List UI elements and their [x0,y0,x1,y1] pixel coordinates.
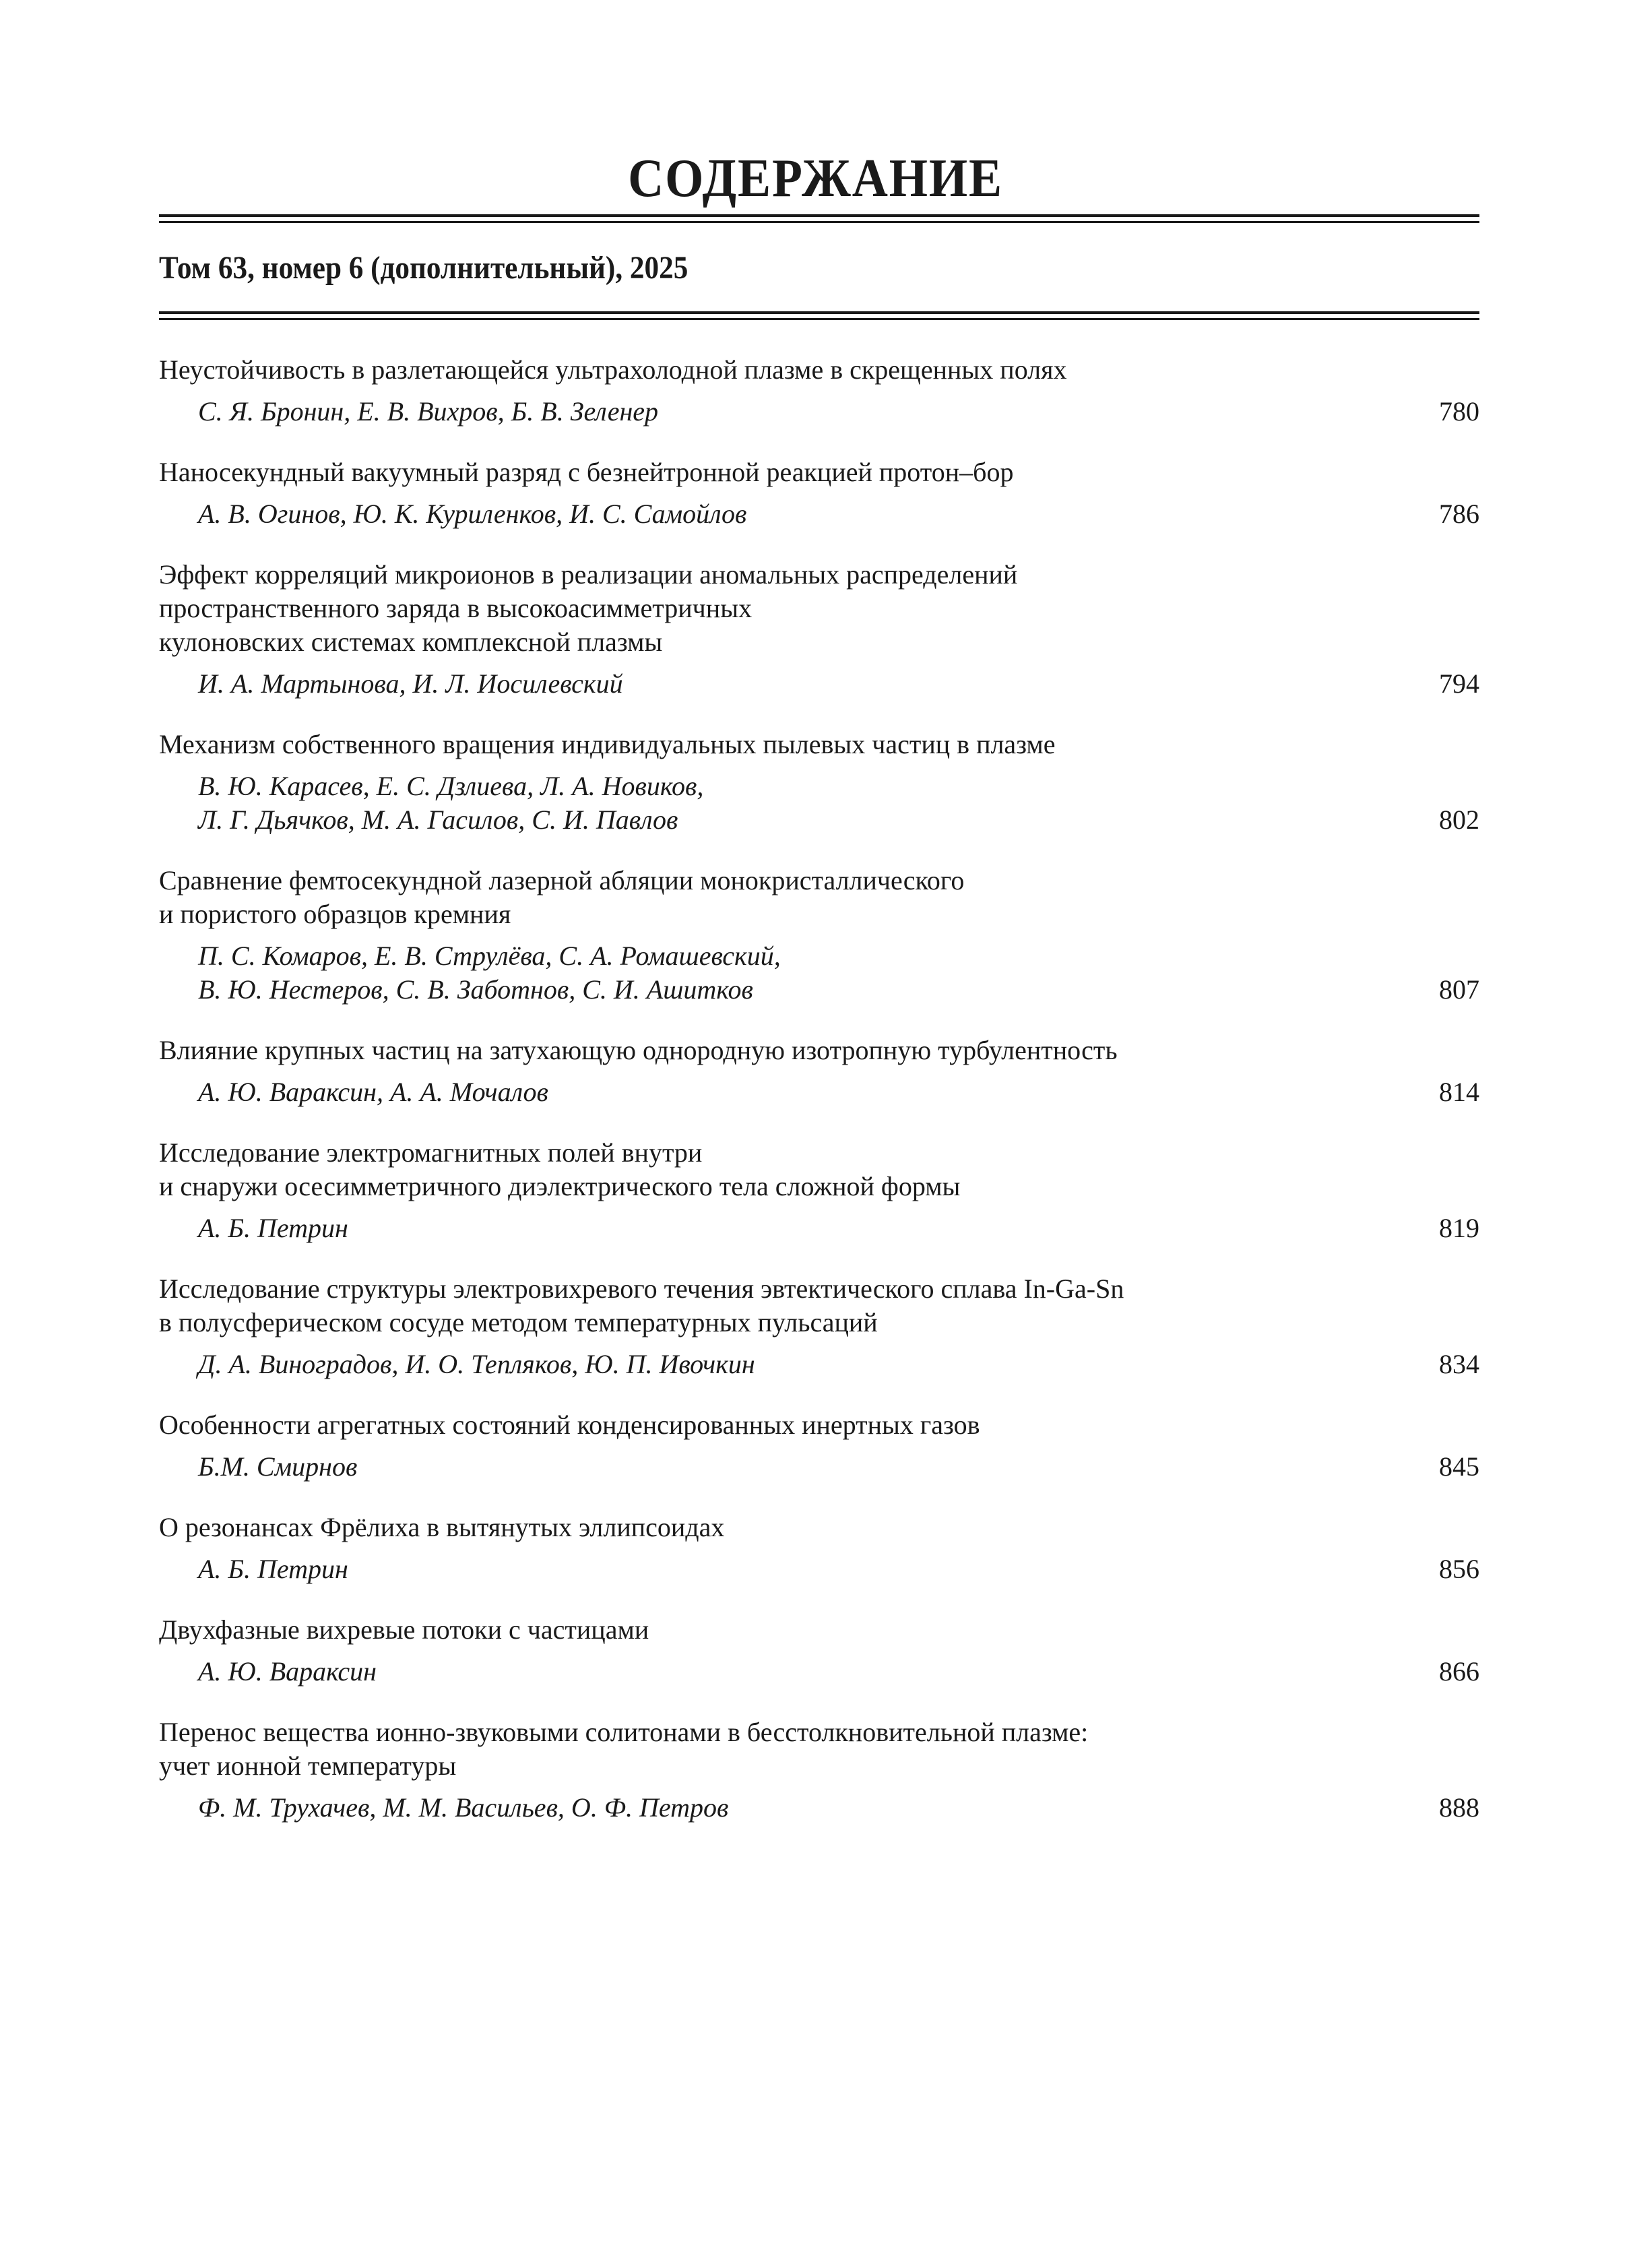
page-number: 866 [1439,1656,1479,1687]
article-authors-line: В. Ю. Карасев, Е. С. Дзлиева, Л. А. Новиков, [198,771,704,801]
authors-row [159,1348,1479,1381]
article-title-line: Сравнение фемтосекундной лазерной абляции монокристаллического [159,865,965,895]
article-authors-line: Б.М. Смирнов [198,1451,358,1482]
article-title-line: О резонансах Фрёлиха в вытянутых эллипсоидах [159,1512,725,1542]
article-title-line: Эффект корреляций микроионов в реализации аномальных распределений [159,559,1018,590]
article-title-line: Механизм собственного вращения индивидуальных пылевых частиц в плазме [159,729,1056,759]
page-number: 802 [1439,805,1479,835]
article-authors-line: И. А. Мартынова, И. Л. Иосилевский [198,668,623,699]
toc-entry[interactable] [159,455,1479,531]
article-title-line: пространственного заряда в высокоасимметричных [159,593,753,623]
toc-entry[interactable] [159,1136,1479,1245]
article-title-line: Исследование структуры электровихревого течения эвтектического сплава In-Ga-Sn [159,1273,1124,1304]
issue-info: Том 63, номер 6 (дополнительный), 2025 [159,250,689,286]
toc-entry[interactable] [159,353,1479,429]
article-authors [198,1075,1479,1109]
article-authors [198,497,1479,531]
page-number: 845 [1439,1451,1479,1482]
toc-entry[interactable] [159,1034,1479,1109]
article-authors [198,939,1479,1007]
article-title-line: Неустойчивость в разлетающейся ультрахолодной плазме в скрещенных полях [159,354,1067,385]
authors-row [159,1075,1479,1109]
article-title-line: Влияние крупных частиц на затухающую однородную изотропную турбулентность [159,1035,1118,1065]
article-authors-line: Л. Г. Дьячков, М. А. Гасилов, С. И. Павлов [198,805,678,835]
article-title-line: Особенности агрегатных состояний конденсированных инертных газов [159,1410,980,1440]
toc-entry[interactable] [159,1408,1479,1484]
article-authors [198,667,1479,701]
authors-row [159,1211,1479,1245]
article-title-line: Исследование электромагнитных полей внутри [159,1137,703,1168]
authors-row [159,1791,1479,1825]
article-title [159,1272,1479,1340]
authors-row [159,1450,1479,1484]
page-number: 780 [1439,396,1479,427]
article-title [159,1613,1479,1647]
toc-entry[interactable] [159,864,1479,1007]
article-title-line: Перенос вещества ионно-звуковыми солитонами в бесстолкновительной плазме: [159,1717,1089,1747]
rule-line [159,221,1479,223]
page-number: 834 [1439,1349,1479,1379]
article-authors [198,769,1479,837]
toc-entry[interactable] [159,558,1479,701]
authors-row [159,1552,1479,1586]
article-title [159,1715,1479,1783]
authors-row [159,769,1479,837]
page-number: 786 [1439,499,1479,529]
toc-entry[interactable] [159,1613,1479,1689]
article-authors-line: В. Ю. Нестеров, С. В. Заботнов, С. И. Ашитков [198,974,753,1005]
article-title-line: и пористого образцов кремния [159,899,511,929]
article-title [159,1511,1479,1544]
page-number: 807 [1439,974,1479,1005]
page-number: 794 [1439,668,1479,699]
article-authors [198,1211,1479,1245]
authors-row [159,667,1479,701]
toc-entry[interactable] [159,1272,1479,1381]
article-authors-line: П. С. Комаров, Е. В. Струлёва, С. А. Ромашевский, [198,941,781,971]
article-authors [198,1552,1479,1586]
authors-row [159,497,1479,531]
article-title-line: в полусферическом сосуде методом температурных пульсаций [159,1307,878,1337]
article-title [159,728,1479,761]
toc-entry[interactable] [159,728,1479,837]
rule-line [159,318,1479,320]
article-authors-line: А. Б. Петрин [198,1554,348,1584]
page-number: 888 [1439,1792,1479,1823]
authors-row [159,939,1479,1007]
toc-entry[interactable] [159,1715,1479,1825]
article-title [159,353,1479,387]
article-authors-line: Ф. М. Трухачев, М. М. Васильев, О. Ф. Петров [198,1792,729,1823]
article-authors-line: А. Ю. Вараксин [198,1656,377,1687]
article-title [159,1136,1479,1203]
rule-line [159,214,1479,217]
article-authors [198,1450,1479,1484]
article-title [159,1408,1479,1442]
article-title-line: Двухфазные вихревые потоки с частицами [159,1614,649,1645]
page-title: СОДЕРЖАНИЕ [628,149,1003,208]
authors-row [159,1655,1479,1689]
authors-row [159,395,1479,429]
page-number: 819 [1439,1213,1479,1243]
bottom-double-rule [159,311,1479,319]
article-authors [198,1348,1479,1381]
article-title [159,864,1479,931]
rule-line [159,311,1479,314]
article-title-line: Наносекундный вакуумный разряд с безнейтронной реакцией протон–бор [159,457,1014,487]
article-title-line: учет ионной температуры [159,1751,457,1781]
article-title-line: кулоновских системах комплексной плазмы [159,627,663,657]
top-double-rule [159,214,1479,222]
article-title [159,1034,1479,1067]
toc-entry[interactable] [159,1511,1479,1586]
page-number: 856 [1439,1554,1479,1584]
toc-list [159,353,1479,1852]
article-authors-line: Д. А. Виноградов, И. О. Тепляков, Ю. П. Ивочкин [198,1349,755,1379]
article-title [159,455,1479,489]
article-authors [198,1791,1479,1825]
article-authors-line: С. Я. Бронин, Е. В. Вихров, Б. В. Зеленер [198,396,659,427]
article-authors [198,395,1479,429]
article-authors [198,1655,1479,1689]
article-authors-line: А. Ю. Вараксин, А. А. Мочалов [198,1077,548,1107]
article-title-line: и снаружи осесимметричного диэлектрического тела сложной формы [159,1171,961,1201]
article-authors-line: А. В. Огинов, Ю. К. Куриленков, И. С. Самойлов [198,499,747,529]
article-authors-line: А. Б. Петрин [198,1213,348,1243]
article-title [159,558,1479,659]
page-number: 814 [1439,1077,1479,1107]
